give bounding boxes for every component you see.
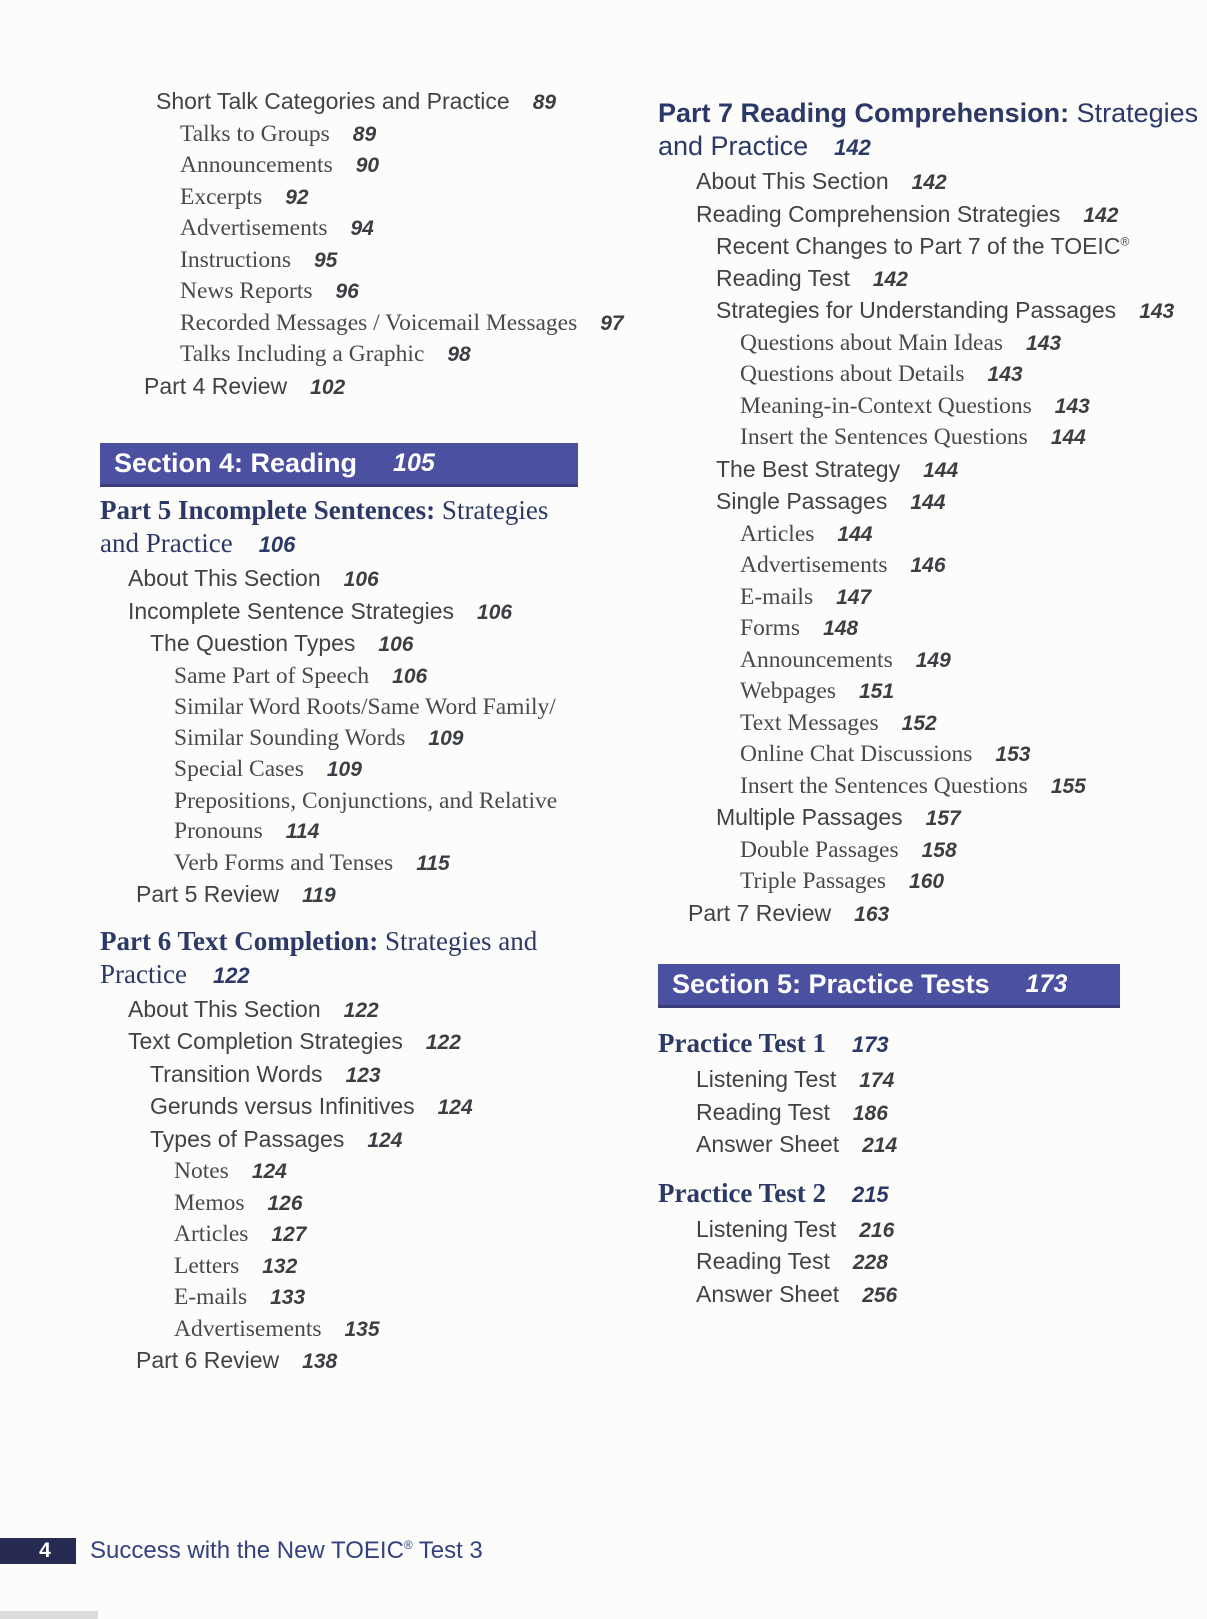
toc-entry xyxy=(100,754,645,786)
toc-entry-label: Part 6 Review xyxy=(136,1347,280,1373)
toc-entry xyxy=(100,119,645,151)
toc-entry-page: 133 xyxy=(270,1286,306,1309)
toc-entry-label: Listening Test xyxy=(696,1215,837,1242)
page-number: 4 xyxy=(39,1539,51,1562)
toc-entry xyxy=(658,231,1203,295)
toc-entry xyxy=(658,422,1203,454)
toc-entry xyxy=(658,1064,1203,1097)
toc-entry-part6-review xyxy=(100,1345,645,1378)
toc-entry-page: 142 xyxy=(834,135,871,160)
toc-entry-label: Reading Comprehension Strategies xyxy=(696,200,1061,227)
toc-entry-label: Advertisements xyxy=(180,215,328,241)
toc-entry-page: 174 xyxy=(859,1069,895,1092)
toc-entry-page: 106 xyxy=(392,664,428,688)
toc-entry-page: 122 xyxy=(343,998,379,1022)
section-banner-page: 105 xyxy=(393,449,435,477)
toc-entry xyxy=(658,486,1203,519)
toc-entry xyxy=(658,613,1203,645)
toc-entry-page: 153 xyxy=(995,743,1031,766)
part-5-heading: Part 5 Incomplete Sentences: Strategies and Practice 106 xyxy=(100,495,549,558)
toc-entry xyxy=(658,550,1203,582)
toc-entry-page: 115 xyxy=(416,851,450,875)
toc-entry-page: 143 xyxy=(1026,331,1062,355)
toc-entry xyxy=(658,645,1203,677)
toc-entry-label: The Question Types xyxy=(150,630,356,656)
toc-entry-page: 158 xyxy=(921,838,957,862)
toc-entry-label: Webpages xyxy=(740,678,836,704)
toc-entry-label: Single Passages xyxy=(716,488,888,514)
toc-entry-page: 89 xyxy=(532,91,557,114)
toc-entry-label: Announcements xyxy=(740,646,893,673)
page-footer xyxy=(0,1538,1207,1565)
toc-entry xyxy=(100,1219,645,1251)
toc-entry-label: About This Section xyxy=(128,565,321,591)
toc-entry xyxy=(658,1129,1203,1162)
toc-entry-label: Advertisements xyxy=(740,552,888,578)
toc-entry-page: 124 xyxy=(437,1096,473,1119)
toc-entry xyxy=(100,1026,645,1059)
toc-entry xyxy=(100,1156,645,1188)
toc-entry-page: 109 xyxy=(428,726,464,750)
toc-entry-label: Articles xyxy=(740,520,815,547)
page-number-box xyxy=(0,1538,76,1564)
toc-entry-page: 122 xyxy=(212,962,250,988)
toc-entry xyxy=(100,1314,645,1346)
toc-entry-label: Special Cases xyxy=(174,756,304,782)
toc-entry-page: 144 xyxy=(1050,426,1086,449)
toc-entry xyxy=(100,339,645,371)
toc-entry-page: 147 xyxy=(836,585,872,609)
toc-entry-page: 106 xyxy=(343,568,379,591)
part-6-heading: Part 6 Text Completion: Strategies and Practice 122 xyxy=(100,925,538,989)
toc-entry-page: 216 xyxy=(859,1218,895,1242)
toc-entry-label: Letters xyxy=(174,1252,240,1279)
toc-entry xyxy=(658,708,1203,740)
toc-entry-label: Text Completion Strategies xyxy=(128,1028,403,1054)
toc-entry xyxy=(658,1214,1203,1247)
toc-entry-label: Advertisements xyxy=(174,1315,322,1342)
toc-entry xyxy=(658,1097,1203,1130)
toc-entry-label: Strategies for Understanding Passages xyxy=(716,297,1117,323)
toc-entry-label: About This Section xyxy=(128,995,321,1022)
page-edge-artifact xyxy=(0,1611,98,1619)
section-5-banner xyxy=(658,964,1120,1008)
registered-trademark-symbol: ® xyxy=(1120,234,1130,249)
toc-entry xyxy=(658,359,1203,391)
toc-entry-page: 228 xyxy=(852,1251,888,1274)
toc-entry-page: 148 xyxy=(823,617,859,640)
toc-entry xyxy=(658,582,1203,614)
toc-entry-label: Excerpts xyxy=(180,183,263,210)
toc-entry xyxy=(658,739,1203,771)
toc-entry-label: Similar Sounding Words xyxy=(174,724,406,751)
toc-entry-page: 186 xyxy=(852,1101,888,1125)
toc-entry xyxy=(100,1059,645,1092)
toc-entry-page: 126 xyxy=(267,1191,303,1215)
section-banner-page: 173 xyxy=(1025,970,1068,998)
toc-entry-label: Online Chat Discussions xyxy=(740,741,973,767)
toc-entry-page: 215 xyxy=(851,1181,889,1207)
toc-entry-label: Pronouns xyxy=(174,818,263,844)
toc-entry-label: Instructions xyxy=(180,246,291,273)
practice-test-1-heading: Practice Test 1 173 xyxy=(658,1028,889,1058)
toc-entry xyxy=(100,692,645,754)
toc-entry-label: Verb Forms and Tenses xyxy=(174,849,394,876)
toc-entry xyxy=(100,86,645,119)
toc-entry-page: 149 xyxy=(915,648,951,672)
registered-trademark-symbol: ® xyxy=(403,1538,413,1552)
toc-entry-page: 89 xyxy=(352,122,377,146)
toc-entry-label: Transition Words xyxy=(150,1060,323,1087)
toc-entry-label: About This Section xyxy=(696,168,889,194)
toc-entry-label: Insert the Sentences Questions xyxy=(740,772,1028,799)
toc-entry-page: 143 xyxy=(1139,300,1175,323)
toc-entry-page: 142 xyxy=(911,171,947,194)
toc-entry xyxy=(100,1188,645,1220)
toc-entry xyxy=(100,628,645,661)
toc-entry-page: 97 xyxy=(600,311,624,335)
toc-entry-page: 90 xyxy=(355,154,380,177)
toc-entry-label: Answer Sheet xyxy=(696,1131,840,1157)
toc-entry-label: Multiple Passages xyxy=(716,804,903,830)
practice-test-2-heading: Practice Test 2 215 xyxy=(658,1177,889,1208)
toc-entry-page: 92 xyxy=(285,185,309,209)
toc-entry xyxy=(658,1246,1203,1279)
toc-entry-page: 124 xyxy=(251,1160,287,1183)
toc-entry-page: 135 xyxy=(344,1317,380,1341)
toc-entry-label: Listening Test xyxy=(696,1066,837,1092)
toc-entry-part5-review xyxy=(100,879,645,912)
toc-entry xyxy=(100,182,645,214)
toc-entry-label: Questions about Main Ideas xyxy=(740,329,1004,356)
toc-entry xyxy=(658,519,1203,551)
toc-entry-label: News Reports xyxy=(180,278,313,304)
toc-entry-page: 106 xyxy=(378,633,414,656)
toc-entry-page: 160 xyxy=(909,870,945,893)
toc-entry-page: 144 xyxy=(923,458,959,482)
toc-entry-label: Double Passages xyxy=(740,836,899,863)
toc-entry-page: 122 xyxy=(425,1031,461,1054)
toc-entry-label: Reading Test xyxy=(696,1098,830,1125)
toc-entry-label: Forms xyxy=(740,615,801,641)
toc-entry xyxy=(100,1091,645,1124)
toc-entry-page: 124 xyxy=(367,1128,403,1152)
toc-entry-label: Text Messages xyxy=(740,709,879,736)
toc-entry-label: Answer Sheet xyxy=(696,1280,840,1307)
toc-entry-label: Reading Test xyxy=(696,1248,830,1274)
toc-entry xyxy=(100,1282,645,1314)
toc-entry xyxy=(658,802,1203,835)
toc-entry-page: 119 xyxy=(302,884,336,907)
toc-entry-page: 157 xyxy=(925,807,961,830)
toc-entry-page: 146 xyxy=(910,554,946,577)
toc-entry-page: 143 xyxy=(1054,394,1090,418)
toc-entry-label: Talks Including a Graphic xyxy=(180,341,425,367)
toc-entry xyxy=(100,848,645,880)
toc-entry xyxy=(658,454,1203,487)
toc-entry-page: 163 xyxy=(854,902,890,926)
toc-entry-label: Talks to Groups xyxy=(180,120,330,147)
toc-entry-label: E-mails xyxy=(740,583,814,610)
toc-entry-page: 144 xyxy=(837,522,873,546)
toc-entry-page: 214 xyxy=(862,1134,898,1157)
toc-entry-page: 114 xyxy=(285,820,320,843)
toc-entry-part4-review xyxy=(100,371,645,404)
section-4-banner xyxy=(100,443,578,487)
toc-entry xyxy=(100,661,645,693)
toc-entry xyxy=(658,166,1203,199)
toc-entry-part7-review xyxy=(658,898,1203,931)
toc-entry-page: 127 xyxy=(271,1223,307,1246)
toc-entry xyxy=(658,866,1203,898)
toc-entry-page: 96 xyxy=(335,280,359,303)
toc-entry-page: 173 xyxy=(851,1032,889,1057)
toc-entry-page: 102 xyxy=(310,375,346,399)
toc-entry-label: Questions about Details xyxy=(740,361,965,387)
toc-entry xyxy=(100,786,645,848)
toc-entry-label: Recorded Messages / Voicemail Messages xyxy=(180,309,578,336)
toc-entry-label: Reading Test xyxy=(716,264,850,291)
toc-entry-page: 152 xyxy=(901,711,937,735)
toc-entry-page: 95 xyxy=(313,248,338,272)
toc-entry-page: 256 xyxy=(862,1283,898,1307)
toc-entry xyxy=(100,1251,645,1283)
toc-entry-label: Articles xyxy=(174,1221,249,1247)
toc-entry-page: 94 xyxy=(350,217,374,240)
toc-entry-label: Prepositions, Conjunctions, and Relative xyxy=(174,787,558,814)
toc-entry xyxy=(658,1279,1203,1312)
toc-entry-label: E-mails xyxy=(174,1284,248,1310)
toc-entry-page: 143 xyxy=(987,363,1023,386)
toc-entry-page: 106 xyxy=(258,532,296,557)
toc-entry-page: 138 xyxy=(302,1350,338,1373)
toc-entry xyxy=(100,994,645,1027)
toc-entry xyxy=(100,563,645,596)
toc-entry-label: Similar Word Roots/Same Word Family/ xyxy=(174,694,556,720)
toc-entry-page: 142 xyxy=(872,267,908,291)
toc-entry-label: Insert the Sentences Questions xyxy=(740,424,1028,450)
toc-entry-page: 151 xyxy=(859,680,895,703)
section-banner-title: Section 5: Practice Tests xyxy=(672,969,990,999)
toc-entry xyxy=(100,1124,645,1157)
toc-entry-label: Part 7 Review xyxy=(688,899,832,926)
toc-entry xyxy=(100,308,645,340)
toc-entry-label: Same Part of Speech xyxy=(174,662,370,689)
toc-entry-page: 132 xyxy=(262,1254,298,1278)
toc-entry-label: The Best Strategy xyxy=(716,455,901,482)
toc-entry-label: Part 4 Review xyxy=(144,372,288,399)
toc-entry-page: 106 xyxy=(477,600,513,624)
toc-entry xyxy=(658,835,1203,867)
toc-entry-page: 98 xyxy=(447,343,471,366)
toc-entry-page: 155 xyxy=(1050,774,1086,798)
toc-entry xyxy=(100,213,645,245)
section-banner-title: Section 4: Reading xyxy=(114,448,358,478)
toc-entry-label: Memos xyxy=(174,1189,245,1216)
toc-entry-page: 144 xyxy=(910,491,946,514)
toc-entry-page: 109 xyxy=(326,758,362,781)
toc-entry xyxy=(100,150,645,182)
toc-entry-label: Notes xyxy=(174,1158,229,1184)
toc-entry-page: 142 xyxy=(1083,203,1119,227)
toc-entry-label: Gerunds versus Infinitives xyxy=(150,1093,415,1119)
toc-entry xyxy=(658,771,1203,803)
toc-entry-page: 123 xyxy=(345,1063,381,1087)
toc-entry-label: Meaning-in-Context Questions xyxy=(740,392,1032,419)
toc-entry xyxy=(658,391,1203,423)
book-title: Success with the New TOEIC® Test 3 xyxy=(90,1537,483,1564)
toc-entry xyxy=(100,596,645,629)
toc-entry-label: Announcements xyxy=(180,152,333,178)
toc-entry xyxy=(658,676,1203,708)
toc-right-column xyxy=(658,97,1203,1311)
toc-entry xyxy=(100,245,645,277)
part-7-heading: Part 7 Reading Comprehension: Strategies and Practice 142 xyxy=(658,98,1199,161)
toc-entry-label: Recent Changes to Part 7 of the TOEIC xyxy=(716,233,1121,259)
toc-entry xyxy=(658,295,1203,328)
toc-entry xyxy=(658,199,1203,232)
toc-entry-label: Types of Passages xyxy=(150,1125,345,1152)
toc-entry xyxy=(100,276,645,308)
toc-entry-label: Short Talk Categories and Practice xyxy=(156,88,510,114)
toc-entry-label: Incomplete Sentence Strategies xyxy=(128,597,455,624)
toc-entry-label: Triple Passages xyxy=(740,868,887,894)
toc-entry-label: Part 5 Review xyxy=(136,881,280,907)
toc-entry xyxy=(658,328,1203,360)
toc-left-column xyxy=(100,86,645,1378)
